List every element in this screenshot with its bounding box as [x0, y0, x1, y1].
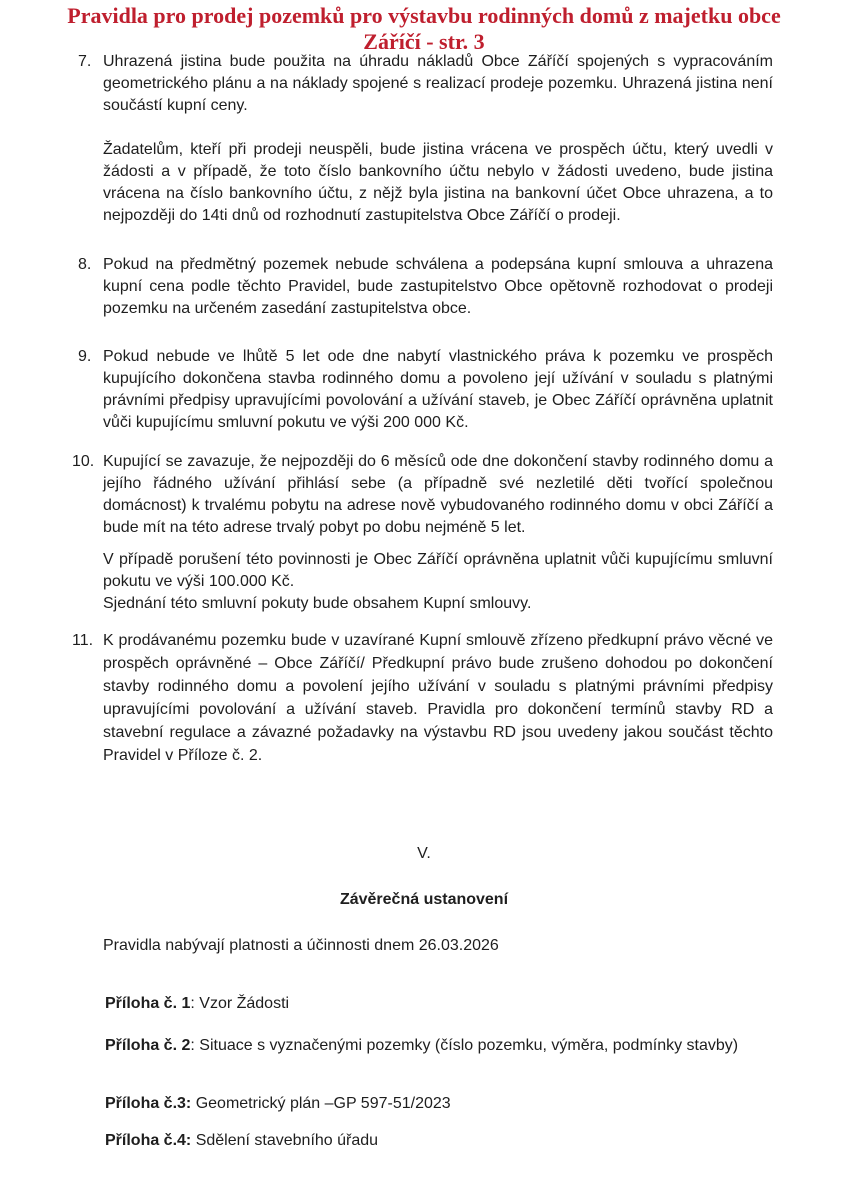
list-item-11	[0, 629, 848, 767]
attachment-1-label: Příloha č. 1	[105, 995, 191, 1012]
list-item-9	[0, 346, 848, 434]
document-title-line2: Záříčí - str. 3	[363, 29, 485, 54]
attachment-2-text: : Situace s vyznačenými pozemky (číslo pozemku, výměra, podmínky stavby)	[190, 1037, 739, 1054]
attachment-1	[100, 992, 776, 1015]
paragraph-7-continuation: Žadatelům, kteří při prodeji neuspěli, bude jistina vrácena ve prospěch účtu, který uvedli v žádosti a v případě, že toto číslo bankovního účtu nebylo v žádosti uvedeno, bude jistina vrácena na číslo bankovního účtu, z nějž byla jistina na bankovní účet Obce uhrazena, a to nejpozději do 14ti dnů od rozhodnutí zastupitelstva Obce Záříčí o prodeji.	[103, 141, 773, 224]
section-heading: Závěrečná ustanovení	[339, 891, 509, 908]
attachment-3-text: Geometrický plán –GP 597-51/2023	[191, 1095, 451, 1112]
list-item-11-number: 11.	[72, 632, 94, 649]
list-item-11-text: K prodávanému pozemku bude v uzavírané Kupní smlouvě zřízeno předkupní právo věcné ve prospěch oprávněné – Obce Záříčí/ Předkupní právo bude zrušeno dohodou po dokončení stavby rodinného domu a povolení jejího užívání v souladu s platnými právními předpisy upravujícími povolování a užívání staveb. Pravidla pro dokončení termínů stavby RD a stavební regulace a závazné požadavky na výstavbu RD jsou uvedeny jakou součást těchto Pravidel v Příloze č. 2.	[103, 632, 773, 764]
effective-date-line: Pravidla nabývají platnosti a účinnosti dnem 26.03.2026	[103, 937, 499, 954]
attachment-3-label: Příloha č.3:	[105, 1095, 192, 1112]
attachment-1-text: : Vzor Žádosti	[190, 995, 290, 1012]
attachment-4	[100, 1129, 776, 1152]
attachment-2-label: Příloha č. 2	[105, 1037, 191, 1054]
list-item-10-number: 10.	[72, 453, 95, 470]
document-title	[0, 3, 848, 55]
list-item-9-text: Pokud nebude ve lhůtě 5 let ode dne nabytí vlastnického práva k pozemku ve prospěch kupujícího dokončena stavba rodinného domu a povoleno její užívání v souladu s platnými právními předpisy upravujícími povolování a užívání staveb, je Obec Záříčí oprávněna uplatnit vůči kupujícímu smluvní pokutu ve výši 200 000 Kč.	[103, 348, 773, 431]
paragraph-10-agreement: Sjednání této smluvní pokuty bude obsahem Kupní smlouvy.	[103, 595, 532, 612]
list-item-8	[0, 254, 848, 320]
paragraph-10-penalty: V případě porušení této povinnosti je Obec Záříčí oprávněna uplatnit vůči kupujícímu smluvní pokutu ve výši 100.000 Kč.	[103, 551, 773, 590]
list-item-8-number: 8.	[78, 256, 92, 273]
attachment-4-text: Sdělení stavebního úřadu	[191, 1132, 379, 1149]
attachment-4-label: Příloha č.4:	[105, 1132, 192, 1149]
list-item-10	[0, 451, 848, 539]
list-item-8-text: Pokud na předmětný pozemek nebude schválena a podepsána kupní smlouva a uhrazena kupní cena podle těchto Pravidel, bude zastupitelstvo Obce opětovně rozhodovat o prodeji pozemku na určeném zasedání zastupitelstva obce.	[103, 256, 773, 317]
section-number: V.	[417, 845, 431, 862]
list-item-9-number: 9.	[78, 348, 92, 365]
list-item-7-text: Uhrazená jistina bude použita na úhradu nákladů Obce Záříčí spojených s vypracováním geometrického plánu a na náklady spojené s realizací prodeje pozemku. Uhrazená jistina není součástí kupní ceny.	[103, 53, 773, 114]
list-item-10-text: Kupující se zavazuje, že nejpozději do 6 měsíců ode dne dokončení stavby rodinného domu a jejího řádného užívání přihlásí sebe (a případně své nezletilé děti tvořící společnou domácnost) k trvalému pobytu na adrese nově vybudovaného rodinného domu v obci Záříčí a bude mít na této adrese trvalý pobyt po dobu nejméně 5 let.	[103, 453, 773, 536]
list-item-7	[0, 51, 848, 117]
attachment-3	[100, 1092, 776, 1115]
list-item-7-number: 7.	[78, 53, 92, 70]
document-title-line1: Pravidla pro prodej pozemků pro výstavbu rodinných domů z majetku obce	[67, 3, 781, 28]
attachment-2	[100, 1034, 776, 1057]
